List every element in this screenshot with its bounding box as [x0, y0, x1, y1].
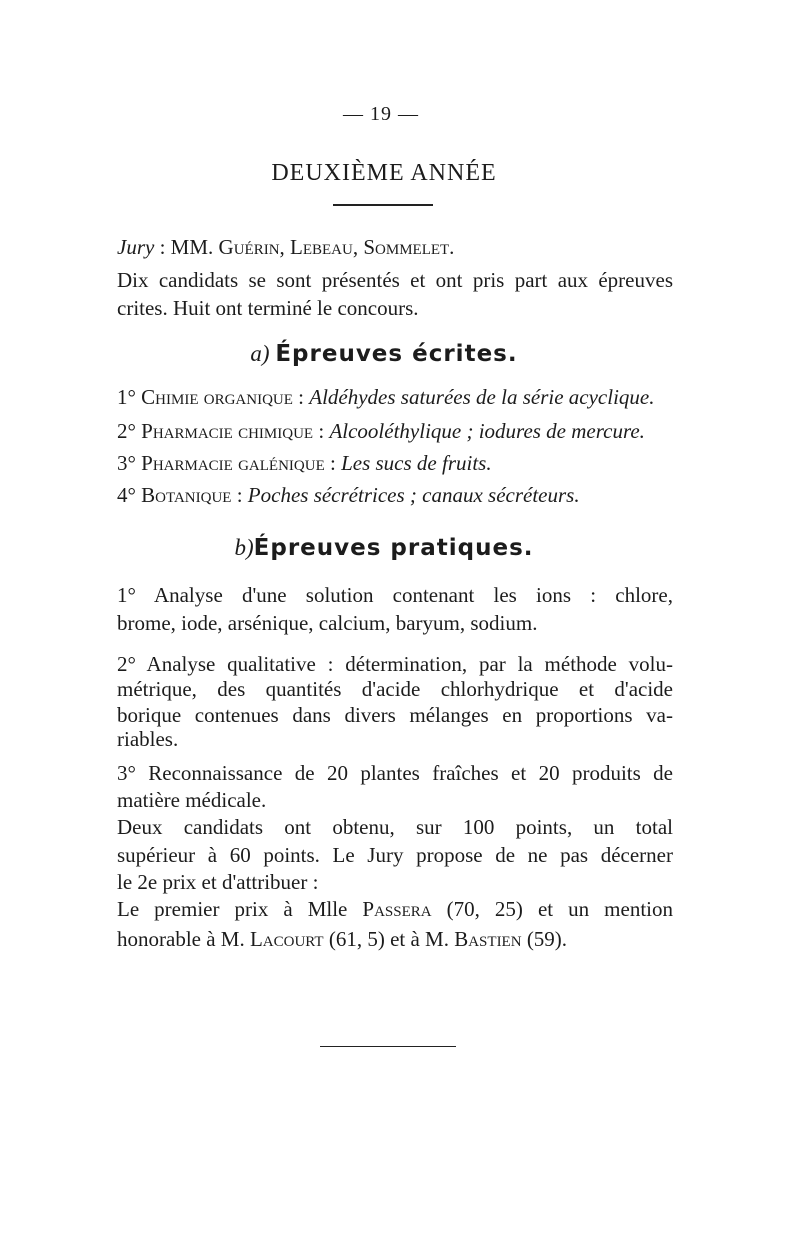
item-topic: Aldéhydes saturées de la série acyclique.: [309, 385, 655, 409]
award-text: (59).: [521, 927, 568, 951]
practical-line: 3° Reconnaissance de 20 plantes fraîches et 20 produits de: [117, 761, 673, 785]
conclusion-line: le 2e prix et d'attribuer :: [117, 870, 319, 894]
title-divider: [333, 204, 433, 206]
item-number: 1°: [117, 385, 136, 409]
practical-line: métrique, des quantités d'acide chlorhydrique et d'acide: [117, 677, 673, 701]
item-number: 2°: [117, 419, 136, 443]
item-topic: Poches sécrétrices ; canaux sécréteurs.: [247, 483, 580, 507]
award-line: [117, 925, 673, 953]
item-separator: :: [292, 385, 310, 409]
item-separator: :: [231, 483, 248, 507]
closing-divider: [320, 1046, 456, 1047]
practical-line: matière médicale.: [117, 788, 267, 812]
jury-colon: :: [154, 235, 171, 259]
section-title: Épreuves pratiques.: [253, 535, 534, 561]
item-number: 4°: [117, 483, 136, 507]
item-number: 3°: [117, 451, 136, 475]
section-letter: a): [250, 341, 270, 366]
award-text: (61, 5) et à M.: [323, 927, 455, 951]
practical-line: riables.: [117, 727, 179, 751]
written-item: [117, 481, 673, 509]
item-subject: Pharmacie chimique: [141, 419, 314, 443]
jury-members: Guérin, Lebeau, Sommelet.: [218, 235, 455, 259]
section-heading-written: [0, 341, 768, 367]
laureate-name: Passera: [362, 897, 432, 921]
jury-line: [117, 233, 673, 261]
section-heading-practical: [0, 535, 768, 561]
laureate-name: Lacourt: [249, 927, 324, 951]
item-topic: Alcooléthylique ; iodures de mercure.: [329, 419, 645, 443]
award-text: Le premier prix à Mlle: [117, 897, 363, 921]
item-subject: Botanique: [141, 483, 232, 507]
laureate-name: Bastien: [454, 927, 522, 951]
practical-line: borique contenues dans divers mélanges en proportions va-: [117, 703, 673, 727]
written-item: [117, 383, 673, 411]
item-subject: Chimie organique: [141, 385, 293, 409]
page-title: DEUXIÈME ANNÉE: [271, 160, 497, 186]
intro-line: Dix candidats se sont présentés et ont pris part aux épreuves: [117, 268, 673, 292]
intro-line: crites. Huit ont terminé le concours.: [117, 296, 419, 320]
award-text: honorable à M.: [117, 927, 250, 951]
practical-line: brome, iode, arsénique, calcium, baryum, sodium.: [117, 611, 538, 635]
jury-titles: MM.: [170, 235, 219, 259]
award-text: (70, 25) et un mention: [431, 897, 673, 921]
written-item: [117, 417, 673, 445]
item-separator: :: [324, 451, 342, 475]
award-line: [117, 895, 673, 923]
jury-label: Jury: [117, 235, 155, 259]
conclusion-line: Deux candidats ont obtenu, sur 100 points, un total: [117, 815, 673, 839]
practical-line: 1° Analyse d'une solution contenant les ions : chlore,: [117, 583, 673, 607]
item-separator: :: [313, 419, 330, 443]
practical-line: 2° Analyse qualitative : détermination, par la méthode volu-: [117, 652, 673, 676]
section-title: Épreuves écrites.: [275, 341, 518, 367]
section-letter: b): [234, 535, 254, 560]
conclusion-line: supérieur à 60 points. Le Jury propose de ne pas décerner: [117, 843, 673, 867]
written-item: [117, 449, 673, 477]
page-number: — 19 —: [343, 103, 419, 125]
item-subject: Pharmacie galénique: [141, 451, 325, 475]
item-topic: Les sucs de fruits.: [341, 451, 492, 475]
